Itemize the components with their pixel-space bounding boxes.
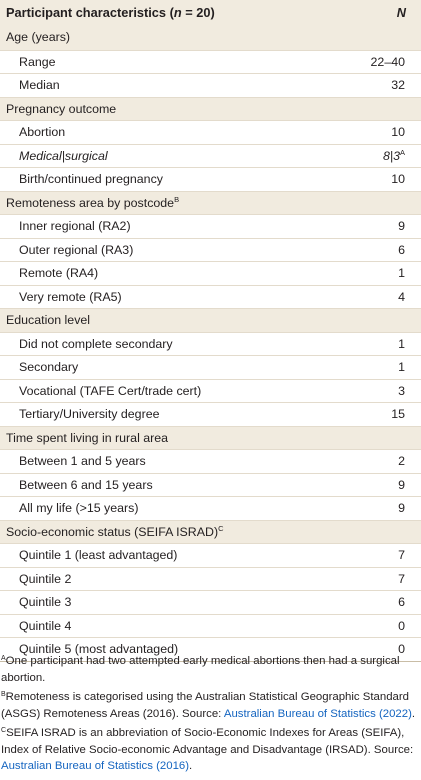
row-label: Quintile 2 [19,571,72,586]
reference-link-abs-2022[interactable]: Australian Bureau of Statistics (2022) [223,707,412,720]
row-label: Vocational (TAFE Cert/trade cert) [19,383,202,398]
row-label: Quintile 1 (least advantaged) [19,548,178,562]
section-title: Socio-economic status (SEIFA ISRAD)$^C$ [6,523,224,539]
section-title: Remoteness area by postcode$^B$ [6,194,180,210]
section-pregnancy-outcome [0,97,421,121]
row-label: Inner regional (RA2) [19,219,131,233]
table-row [0,590,421,614]
reference-link-abs-2016[interactable]: Australian Bureau of Statistics (2016) [1,759,190,772]
table-row [0,261,421,285]
footnote-marker: C [1,726,7,734]
row-value: 1 [398,266,405,280]
row-label: Quintile 3 [19,595,72,609]
section-rural-time [0,426,421,450]
row-value: 2 [398,454,405,468]
table-row [0,614,421,638]
row-value: 7 [398,548,405,562]
footnote-a: $^A$One participant had two attempted early medical abortions then had a surgical abortion. [1,654,400,684]
section-title: Age (years) [6,30,71,44]
row-value: 1 [398,360,405,374]
row-value: 10 [391,125,405,139]
table-row [0,238,421,262]
row-value: 32 [391,78,405,92]
footnote-c: $^C$SEIFA ISRAD is an abbreviation of Socio-Economic Indexes for Areas (SEIFA), Index of Relative Socio-economic Advantage and Disadvantage (IRSAD). Source: Australian Bureau of Statistics (2016). [1,726,414,772]
row-label: Tertiary/University degree [19,407,160,421]
section-age [0,26,421,50]
row-value: 6 [398,242,405,257]
row-label: Outer regional (RA3) [19,242,134,257]
section-education [0,308,421,332]
footnote-marker: B [1,690,6,698]
table-row [0,285,421,309]
row-value: 15 [391,407,405,421]
table-row [0,120,421,144]
row-value: 6 [398,595,405,609]
table-header-row [0,0,421,26]
row-label: Did not complete secondary [19,336,173,351]
row-label: Quintile 5 (most advantaged) [19,642,179,656]
row-value: 9 [398,477,405,492]
table-row [0,473,421,497]
row-value: 1 [398,336,405,351]
row-value: 22–40 [370,54,405,69]
section-title: Pregnancy outcome [6,101,117,116]
row-value: 3 [398,383,405,398]
row-label: Range [19,54,56,69]
table-row [0,449,421,473]
table-footnotes [0,654,421,778]
table-row [0,355,421,379]
footnote-marker: A [1,654,6,662]
row-value: 9 [398,501,405,515]
row-label: Abortion [19,125,66,139]
table-row [0,567,421,591]
row-label: Secondary [19,360,79,374]
table-row [0,167,421,191]
table-row [0,73,421,97]
row-value: $8|3^A$ [382,147,405,163]
table-row [0,496,421,520]
section-remoteness [0,191,421,215]
row-label: Quintile 4 [19,618,72,633]
table-row [0,50,421,74]
row-label: Between 1 and 5 years [19,454,146,468]
footnote-marker: A [399,147,405,157]
row-label: All my life (>15 years) [19,501,139,515]
section-title: Time spent living in rural area [6,430,169,445]
footnote-b: $^B$Remoteness is categorised using the Australian Statistical Geographic Standard (ASGS) Remoteness Areas (2016). Source: Australian Bureau of Statistics (2022). [1,690,416,720]
row-label: Very remote (RA5) [19,289,122,304]
table-row [0,332,421,356]
footnote-marker: B [174,194,180,204]
table-row [0,402,421,426]
column-header-n: N [396,5,406,20]
table-row [0,379,421,403]
row-value: 10 [391,172,405,186]
row-value: 9 [398,219,405,233]
row-label: Between 6 and 15 years [19,477,153,492]
section-title: Education level [6,313,91,327]
row-label: Birth/continued pregnancy [19,172,163,186]
table-title: Participant characteristics (n = 20) [6,5,215,20]
table-row [0,543,421,567]
row-value: 7 [398,571,405,586]
row-label: Medical|surgical [19,148,108,163]
table-row [0,214,421,238]
row-label: Remote (RA4) [19,266,99,280]
row-value: 0 [398,642,405,656]
footnote-marker: C [218,523,224,533]
row-value: 4 [398,289,405,304]
row-value: 0 [398,618,405,633]
row-label: Median [19,78,60,92]
table-row [0,144,421,168]
section-socio-economic-status [0,520,421,544]
